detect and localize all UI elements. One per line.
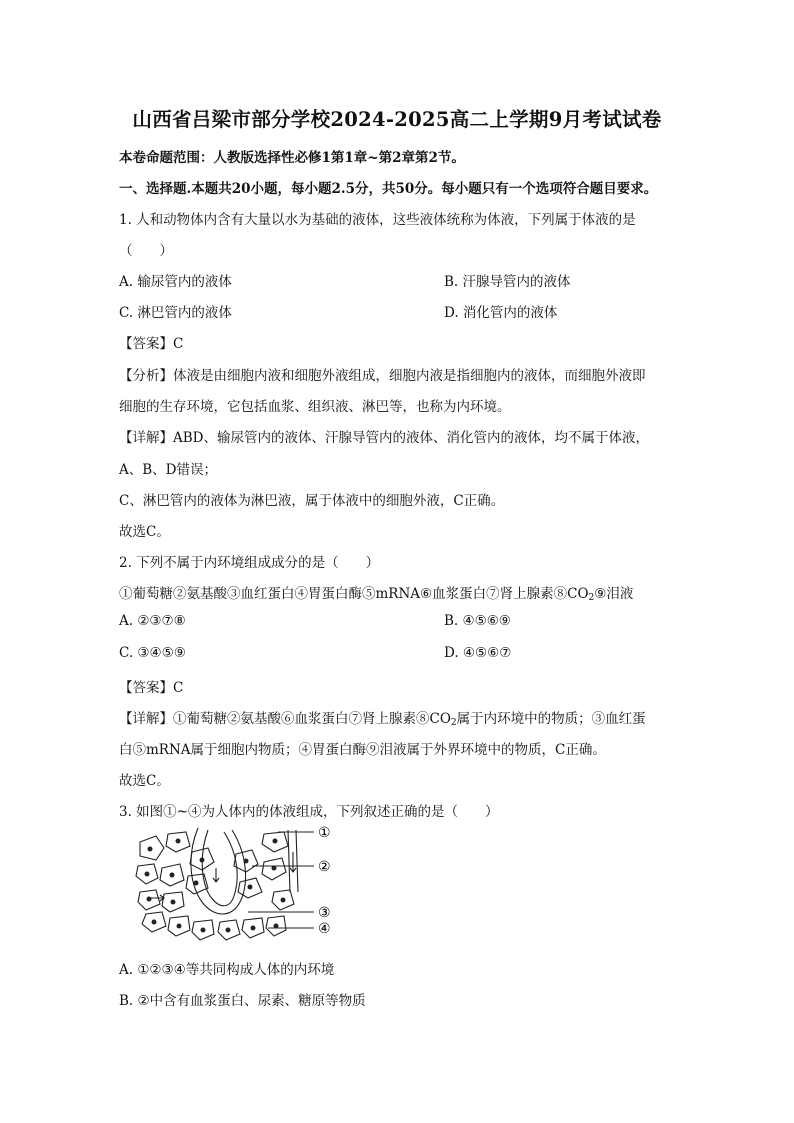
q2-items: ①葡萄糖②氨基酸③血红蛋白④胃蛋白酶⑤mRNA⑥血浆蛋白⑦肾上腺素$⑧CO_2⑨$泪液 (119, 586, 634, 603)
figure-label-1: ① (318, 825, 331, 841)
q2-detail-line2: 白⑤mRNA属于细胞内物质；④胃蛋白酶⑨泪液属于外界环境中的物质，C正确。 (119, 742, 606, 758)
q1-option-c: C. 淋巴管内的液体 (119, 305, 232, 321)
q1-answer: 【答案】C (119, 336, 184, 352)
q2-stem: 2. 下列不属于内环境组成成分的是（ ） (119, 555, 380, 571)
body-fluid-diagram (128, 822, 338, 952)
q1-option-b: B. 汗腺导管内的液体 (444, 274, 571, 290)
q1-conclusion: 故选C。 (119, 524, 170, 540)
exam-title: 山西省吕梁市部分学校2024-2025高二上学期9月考试试卷 (132, 108, 662, 131)
section-header: 一、选择题.本题共20小题，每小题2.5分，共50分。每小题只有一个选项符合题目要求。 (119, 181, 658, 197)
figure-label-2: ② (318, 859, 331, 875)
q1-detail-line3: C、淋巴管内的液体为淋巴液，属于体液中的细胞外液，C正确。 (119, 493, 505, 509)
q2-option-a: A. ②③⑦⑧ (119, 613, 186, 629)
q2-option-c: C. ③④⑤⑨ (119, 645, 186, 661)
figure-label-3: ③ (318, 905, 331, 921)
q3-stem: 3. 如图①~④为人体内的体液组成，下列叙述正确的是（ ） (119, 804, 499, 820)
figure-label-4: ④ (318, 921, 331, 937)
q1-analysis-line1: 【分析】体液是由细胞内液和细胞外液组成，细胞内液是指细胞内的液体，而细胞外液即 (119, 368, 646, 384)
q1-stem-line1: 1. 人和动物体内含有大量以水为基础的液体，这些液体统称为体液，下列属于体液的是 (119, 212, 636, 228)
q2-conclusion: 故选C。 (119, 773, 170, 789)
q1-analysis-line2: 细胞的生存环境，它包括血浆、组织液、淋巴等，也称为内环境。 (119, 399, 511, 415)
q1-stem-line2: （ ） (119, 243, 173, 259)
q1-option-d: D. 消化管内的液体 (444, 305, 558, 321)
q2-option-d: D. ④⑤⑥⑦ (444, 645, 512, 661)
q1-option-a: A. 输尿管内的液体 (119, 274, 232, 290)
q2-answer: 【答案】C (119, 680, 184, 696)
q2-detail-line1: 【详解】①葡萄糖②氨基酸⑥血浆蛋白⑦肾上腺素$⑧CO_2$属于内环境中的物质；③血红蛋 (119, 711, 646, 728)
q3-option-b: B. ②中含有血浆蛋白、尿素、糖原等物质 (119, 993, 366, 1009)
q3-option-a: A. ①②③④等共同构成人体的内环境 (119, 962, 335, 978)
q1-detail-line2: A、B、D错误； (119, 462, 217, 478)
q1-detail-line1: 【详解】ABD、输尿管内的液体、汗腺导管内的液体、消化管内的液体，均不属于体液， (119, 430, 649, 446)
q2-option-b: B. ④⑤⑥⑨ (444, 613, 511, 629)
exam-scope: 本卷命题范围：人教版选择性必修1第1章~第2章第2节。 (119, 150, 465, 166)
